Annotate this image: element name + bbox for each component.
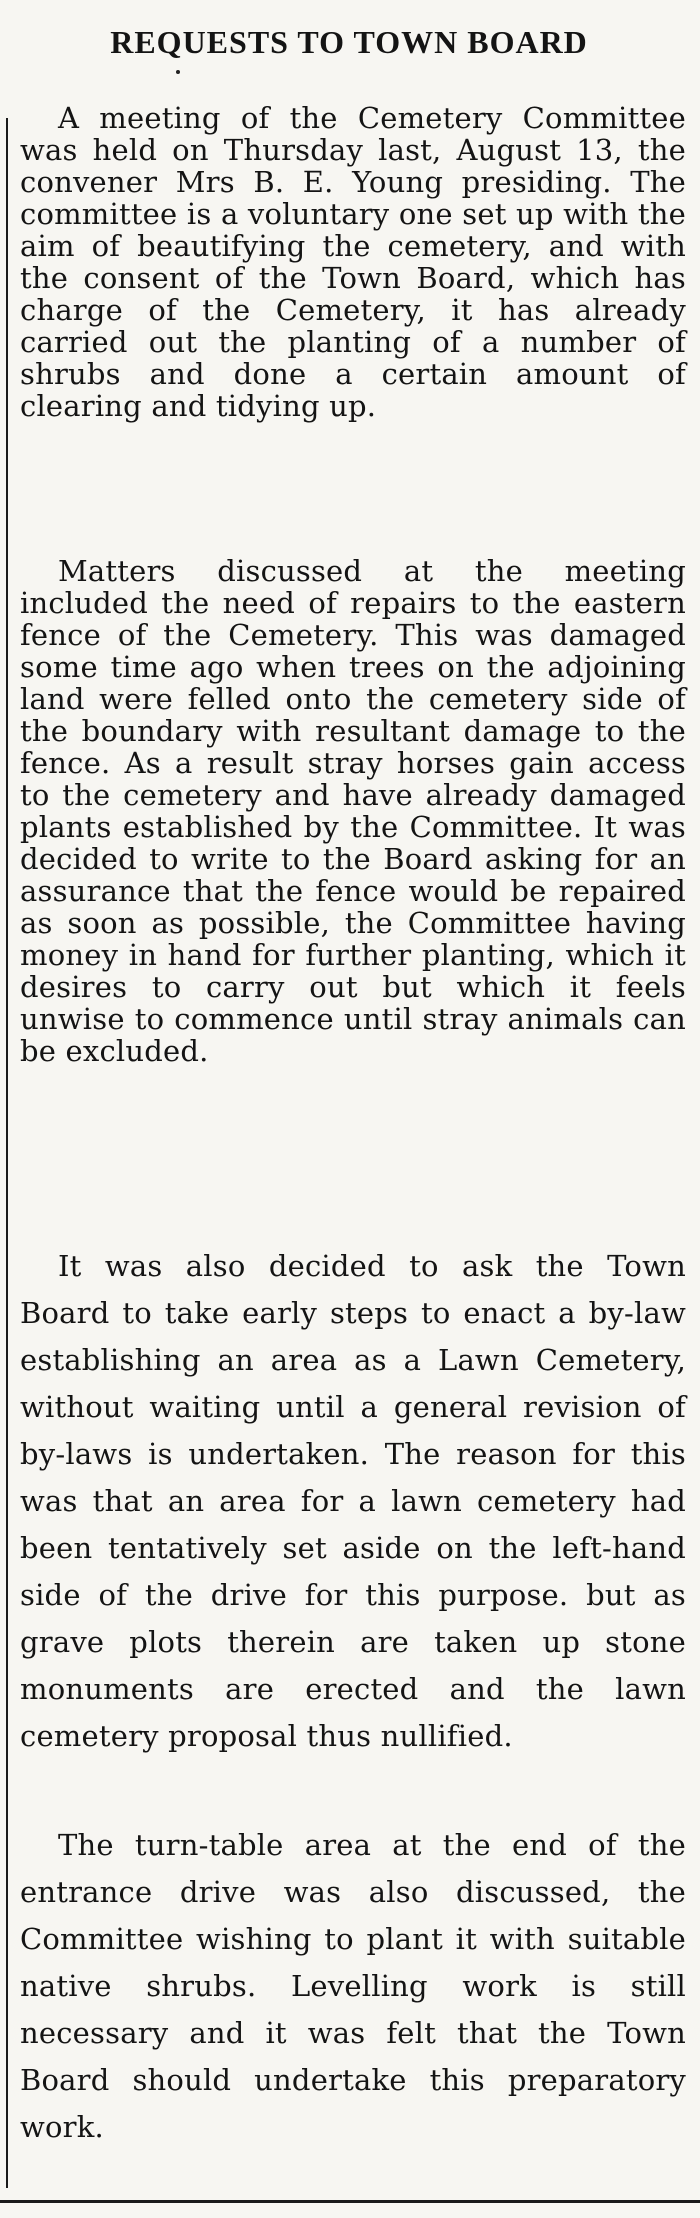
bottom-rule — [0, 2200, 700, 2203]
article-paragraph: The turn-table area at the end of the entrance drive was also discussed, the Committee wishing to plant it with suitable native shrubs. Levelling work is still necessary and it was felt that the Town Board should undertake this preparatory work. — [20, 1828, 686, 2144]
news-article — [2, 0, 696, 2190]
article-paragraph: A meeting of the Cemetery Committee was held on Thursday last, August 13, the convener Mrs B. E. Young presiding. The committee is a voluntary one set up with the aim of beautifying the cemetery, and with the consent of the Town Board, which has charge of the Cemetery, it has already carried out the planting of a number of shrubs and done a certain amount of clearing and tidying up. — [20, 101, 686, 423]
column-rule — [6, 118, 8, 2188]
article-paragraph: Matters discussed at the meeting included the need of repairs to the eastern fence of the Cemetery. This was damaged some time ago when trees on the adjoining land were felled onto the cemetery side of the boundary with resultant damage to the fence. As a result stray horses gain access to the cemetery and have already damaged plants established by the Committee. It was decided to write to the Board asking for an assurance that the fence would be repaired as soon as possible, the Committee having money in hand for further planting, which it desires to carry out but which it feels unwise to commence until stray animals can be excluded. — [20, 554, 686, 1068]
print-speck — [176, 70, 180, 74]
article-paragraph: It was also decided to ask the Town Board to take early steps to enact a by-law establishing an area as a Lawn Cemetery, without waiting until a general revision of by-laws is undertaken. The reason for this was that an area for a lawn cemetery had been tentatively set aside on the left-hand side of the drive for this purpose. but as grave plots therein are taken up stone monuments are erected and the lawn cemetery proposal thus nullified. — [20, 1249, 686, 1753]
article-headline: REQUESTS TO TOWN BOARD — [110, 24, 588, 60]
